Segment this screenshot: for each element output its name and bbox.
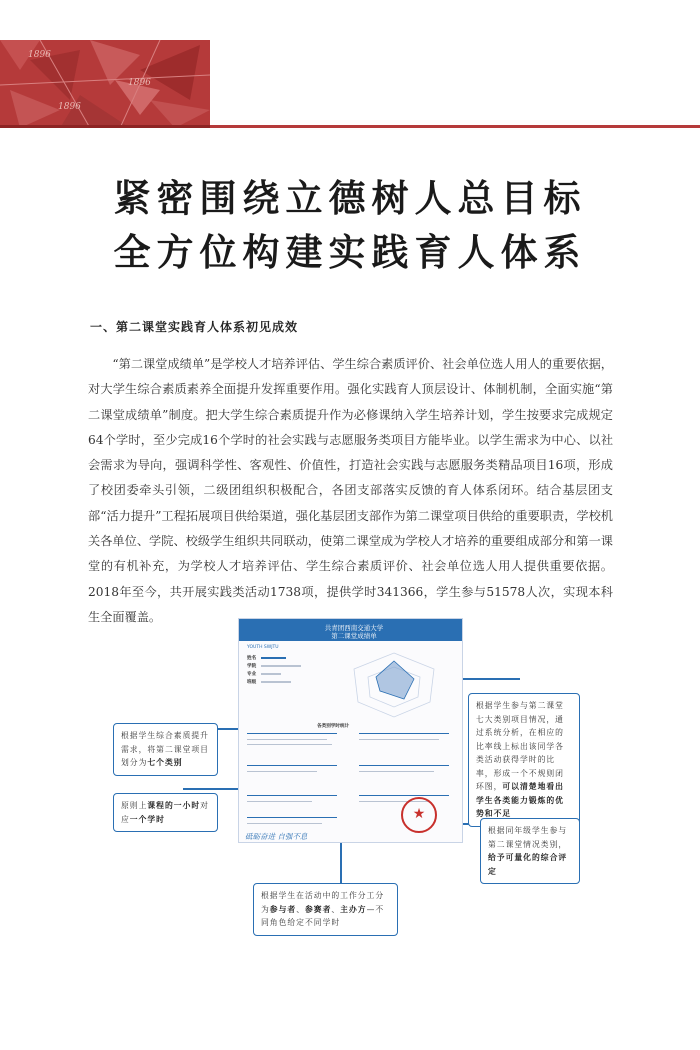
callout-left2-strong2: 一个学时: [129, 814, 165, 824]
callout-left2-pre: 原则上: [121, 801, 148, 810]
header-rule: [210, 125, 700, 128]
callout-evaluation: [480, 818, 580, 884]
callout-right1-pre: 根据学生参与第二课堂七大类别项目情况，通过系统分析，在相应的比率线上标出该同学各类活动获得学时的比率，形成一个不规则闭环图，: [476, 701, 564, 791]
connector-right1: [460, 678, 520, 680]
category-block-1: [247, 733, 337, 734]
category-block-5-row: [247, 801, 312, 802]
callout-hour-rule: [113, 793, 218, 832]
info-major-value: [261, 673, 281, 675]
callout-bottom-strong3: 主办方: [340, 904, 367, 914]
callout-left1-text: 根据学生综合素质提升需求，将第二课堂项目划分为: [121, 731, 209, 767]
callout-bottom-pre: 根据学生在活动中的工作分工分为: [261, 891, 385, 914]
transcript-card: [238, 618, 463, 843]
category-block-3-row: [247, 771, 317, 772]
callout-bottom-post: —不同角色给定不同学时: [261, 904, 385, 927]
callout-seven-categories: [113, 723, 218, 776]
category-block-1-row: [247, 739, 327, 740]
card-slogan: 砥砺奋进 自强不息: [245, 832, 308, 841]
header-rule-left: [0, 125, 210, 128]
category-block-1-row: [247, 744, 332, 745]
category-block-7-row: [247, 823, 322, 824]
card-doc-title: 第二课堂成绩单: [331, 632, 377, 640]
connector-bottom: [340, 843, 342, 883]
callout-right2-strong: 给予可量化的综合评定: [488, 853, 568, 876]
page-title-line-2: 全方位构建实践育人体系: [113, 231, 587, 274]
category-block-2-row: [359, 739, 439, 740]
callout-bottom-sep1: 、: [296, 904, 305, 914]
info-row-college: 学院: [247, 664, 257, 669]
category-block-3: [247, 765, 337, 766]
callout-left2-strong1: 课程的一小时: [147, 801, 201, 810]
card-header-bar: [239, 619, 462, 641]
callout-right1-strong: 可以清楚地看出学生各类能力锻炼的优势和不足: [476, 782, 564, 818]
callout-right2-pre: 根据同年级学生参与第二课堂情况类别，: [488, 826, 568, 849]
info-row-class: 班级: [247, 680, 257, 685]
page-title-line-1: 紧密围绕立德树人总目标: [113, 177, 587, 220]
card-org-title: 共青团西南交通大学: [324, 624, 384, 632]
radar-chart-graphic: [334, 647, 454, 722]
info-college-value: [261, 665, 301, 667]
callout-left2-mid: 对应: [121, 801, 209, 824]
body-paragraph: “第二课堂成绩单”是学校人才培养评估、学生综合素质评价、社会单位选人用人的重要依据，对大学生综合素质素养全面提升发挥重要作用。强化实践育人顶层设计、体制机制，全面实施“第二课堂成绩单”制度。把大学生综合素质提升作为必修课纳入学生培养计划，学生按要求完成规定64个学时，至少完成16个学时的社会实践与志愿服务类项目方能毕业。以学生需求为中心、以社会需求为导向，强调科学性、客观性、价值性，打造社会实践与志愿服务类精品项目16项，形成了校团委牵头引领，二级团组织积极配合，各团支部落实反馈的育人体系闭环。结合基层团支部“活力提升”工程拓展项目供给渠道，强化基层团支部作为第二课堂项目供给的重要职责，学校机关各单位、学院、校级学生组织共同联动，使第二课堂成为学校人才培养的重要组成部分和第一课堂的有机补充，为学校人才培养评估、学生综合素质评价、社会单位选人用人提供重要依据。2018年至今，共开展实践类活动1738项，提供学时341366，学生参与51578人次，实现本科生全面覆盖。: [88, 357, 613, 624]
category-block-5: [247, 795, 337, 796]
info-name-value: [261, 657, 286, 659]
callout-bottom-strong2: 参赛者: [304, 904, 332, 914]
banner-year-3: 1896: [58, 102, 81, 112]
category-block-4: [359, 765, 449, 766]
info-row-major: 专业: [247, 672, 257, 677]
header-banner: [0, 40, 210, 128]
seal-star-icon: ★: [412, 806, 426, 822]
callout-radar-explain: [468, 693, 580, 827]
category-block-4-row: [359, 771, 434, 772]
section-heading: 一、第二课堂实践育人体系初见成效: [90, 320, 299, 334]
youth-label: YOUTH SWJTU: [247, 645, 279, 650]
category-block-7: [247, 817, 337, 818]
info-row-name: 姓名: [247, 656, 257, 661]
official-seal: [401, 797, 437, 833]
callout-bottom-sep2: 、: [331, 904, 341, 914]
callout-roles: [253, 883, 398, 936]
info-class-value: [261, 681, 291, 683]
banner-year-1: 1896: [28, 50, 51, 60]
stats-heading: 各类别学时统计: [317, 724, 350, 729]
transcript-figure: [88, 618, 636, 1038]
callout-left1-strong: 七个类别: [147, 758, 183, 767]
category-block-2: [359, 733, 449, 734]
connector-left2: [183, 788, 243, 790]
banner-year-2: 1896: [128, 78, 151, 88]
callout-bottom-strong1: 参与者: [269, 904, 297, 914]
category-block-6: [359, 795, 449, 796]
